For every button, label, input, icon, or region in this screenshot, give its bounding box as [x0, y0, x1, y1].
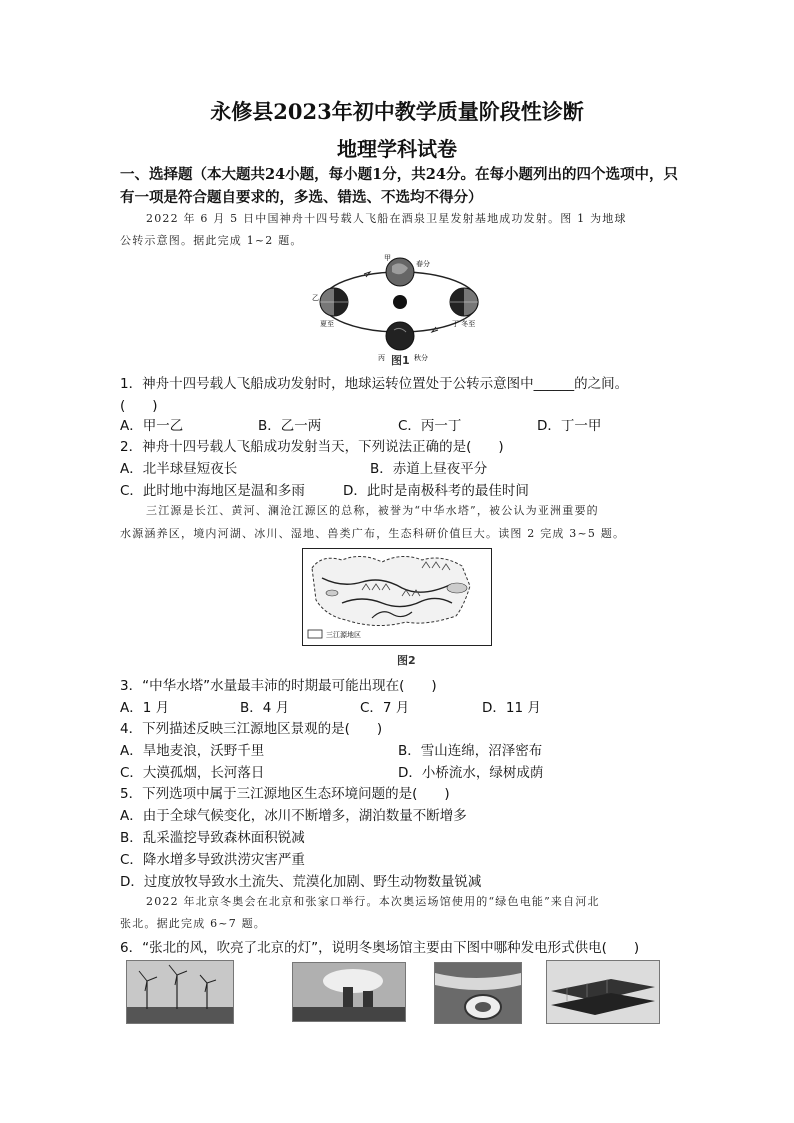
globe-bottom-icon [386, 322, 414, 350]
q4-option-b: B．雪山连绵，沼泽密布 [398, 743, 543, 759]
q3-option-b: B．4 月 [240, 700, 290, 716]
passage3-line1: 2022 年北京冬奥会在北京和张家口举行。本次奥运场馆使用的“绿色电能”来自河北 [146, 895, 600, 908]
q2-stem: 2．神舟十四号载人飞船成功发射当天，下列说法正确的是( ) [120, 439, 504, 455]
wind-power-photo [126, 960, 234, 1024]
hydro-power-photo [434, 962, 522, 1024]
q6-stem: 6．“张北的风，吹亮了北京的灯”，说明冬奥场馆主要由下图中哪种发电形式供电( ) [120, 940, 640, 956]
q5-option-c: C．降水增多导致洪涝灾害严重 [120, 852, 305, 868]
q2-option-b: B．赤道上昼夜平分 [370, 461, 488, 477]
q5-option-d: D．过度放牧导致水土流失、荒漠化加剧、野生动物数量锐减 [120, 874, 482, 890]
q2-option-c: C．此时地中海地区是温和多雨 [120, 483, 305, 499]
thermal-power-photo [292, 962, 406, 1022]
passage3-line2: 张北。据此完成 6~7 题。 [120, 917, 267, 930]
label-jia: 甲 [384, 254, 391, 262]
q1-paren: ( ) [120, 398, 158, 414]
legend-label: 三江源地区 [326, 631, 361, 639]
q3-option-d: D．11 月 [482, 700, 541, 716]
q1-option-a: A．甲一乙 [120, 418, 184, 434]
earth-orbit-diagram [302, 250, 498, 366]
section-heading-line2: 有一项是符合题自要求的，多选、错选、不选均不得分） [120, 189, 483, 206]
sun-icon [393, 295, 407, 309]
q2-option-d: D．此时是南极科考的最佳时间 [343, 483, 529, 499]
q4-option-a: A．旱地麦浪，沃野千里 [120, 743, 265, 759]
q2-option-a: A．北半球昼短夜长 [120, 461, 238, 477]
label-xiazhi: 夏至 [320, 320, 334, 328]
section-heading-line1: 一、选择题（本大题共24小题，每小题1分，共24分。在每小题列出的四个选项中，只 [120, 166, 678, 183]
q5-option-b: B．乱采滥挖导致森林面积锐减 [120, 830, 305, 846]
passage2-line2: 水源涵养区，境内河湖、冰川、湿地、兽类广布，生态科研价值巨大。读图 2 完成 3~5 题。 [120, 527, 626, 540]
solar-power-photo [546, 960, 660, 1024]
passage1-line2: 公转示意图。据此完成 1~2 题。 [120, 234, 303, 247]
label-yi: 乙 [312, 294, 319, 302]
legend-swatch [308, 630, 322, 638]
q4-option-c: C．大漠孤烟，长河落日 [120, 765, 265, 781]
label-ding-dongzhi: 丁 冬至 [452, 320, 476, 328]
q1-option-c: C．丙一丁 [398, 418, 462, 434]
label-bing: 丙 [378, 354, 385, 362]
q1-option-b: B．乙一两 [258, 418, 322, 434]
sanjiangyuan-map [302, 548, 492, 646]
exam-subtitle: 地理学科试卷 [337, 137, 457, 161]
q3-option-c: C．7 月 [360, 700, 410, 716]
q5-stem: 5．下列选项中属于三江源地区生态环境问题的是( ) [120, 786, 450, 802]
q5-option-a: A．由于全球气候变化，冰川不断增多，湖泊数量不断增多 [120, 808, 467, 824]
q3-option-a: A．1 月 [120, 700, 170, 716]
passage2-line1: 三江源是长江、黄河、澜沧江源区的总称，被誉为“中华水塔”，被公认为亚洲重要的 [146, 504, 599, 517]
lake-icon [447, 583, 467, 593]
lake-icon [326, 590, 338, 596]
label-chunfen: 春分 [416, 260, 430, 268]
q3-stem: 3．“中华水塔”水量最丰沛的时期最可能出现在( ) [120, 678, 437, 694]
figure2-caption: 图2 [397, 654, 416, 667]
figure1-caption: 图1 [391, 354, 410, 367]
q1-stem: 1．神舟十四号载人飞船成功发射时，地球运转位置处于公转示意图中______的之间。 [120, 376, 629, 392]
label-qiufen: 秋分 [414, 354, 428, 362]
q4-stem: 4．下列描述反映三江源地区景观的是( ) [120, 721, 383, 737]
exam-title: 永修县2023年初中教学质量阶段性诊断 [210, 99, 584, 124]
q1-option-d: D．丁一甲 [537, 418, 602, 434]
passage1-line1: 2022 年 6 月 5 日中国神舟十四号载人飞船在酒泉卫星发射基地成功发射。图 1 为地球 [146, 212, 627, 225]
q4-option-d: D．小桥流水，绿树成荫 [398, 765, 544, 781]
